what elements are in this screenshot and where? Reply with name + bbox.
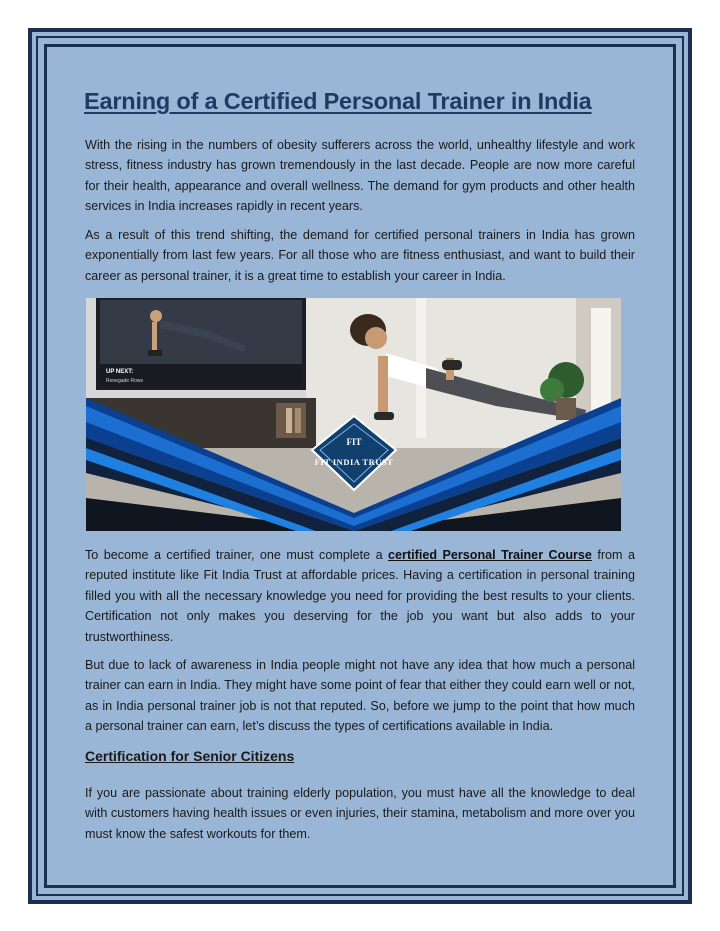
tv-subtext: Renegade Rows: [106, 378, 143, 384]
paragraph-course-before: To become a certified trainer, one must complete a: [85, 548, 389, 562]
logo-text: FIT INDIA TRUST: [314, 457, 394, 467]
logo-mark: FIT: [346, 437, 362, 447]
paragraph-senior: If you are passionate about training elderly population, you must have all the knowledge to deal with customers having health issues or even injuries, their stamina, metabolism and more over you must know the safest workouts for them.: [85, 786, 635, 841]
course-link[interactable]: certified Personal Trainer Course: [388, 548, 592, 562]
hero-image: [86, 298, 621, 531]
page-title: Earning of a Certified Personal Trainer in India: [84, 88, 592, 114]
tv-text: UP NEXT:: [106, 369, 134, 375]
paragraph-course: [85, 545, 635, 647]
hero-illustration: [86, 298, 621, 531]
paragraph-course-after: from a reputed institute like Fit India Trust at affordable prices. Having a certification in personal training filled you with all the necessary knowledge you need for providing the best results to your clients. Certification not only makes you deserving for the job you want but also adds to your trustworthiness.: [85, 548, 635, 644]
paragraph-trend: As a result of this trend shifting, the demand for certified personal trainers in India has grown exponentially from last few years. For all those who are fitness enthusiast, and want to build their career as personal trainer, it is a great time to establish your career in India.: [85, 228, 635, 283]
paragraph-intro: With the rising in the numbers of obesity sufferers across the world, unhealthy lifestyle and work stress, fitness industry has grown tremendously in the last decade. People are now more careful for their health, appearance and overall wellness. The demand for gym products and other health services in India increases rapidly in recent years.: [85, 138, 635, 214]
paragraph-awareness: But due to lack of awareness in India people might not have any idea that how much a personal trainer can earn in India. They might have some point of fear that either they could earn well or not, as in India personal trainer job is not that reputed. So, before we jump to the point that how much a personal trainer can earn, let’s discuss the types of certifications available in India.: [85, 658, 636, 734]
section-heading-senior: Certification for Senior Citizens: [85, 748, 295, 764]
